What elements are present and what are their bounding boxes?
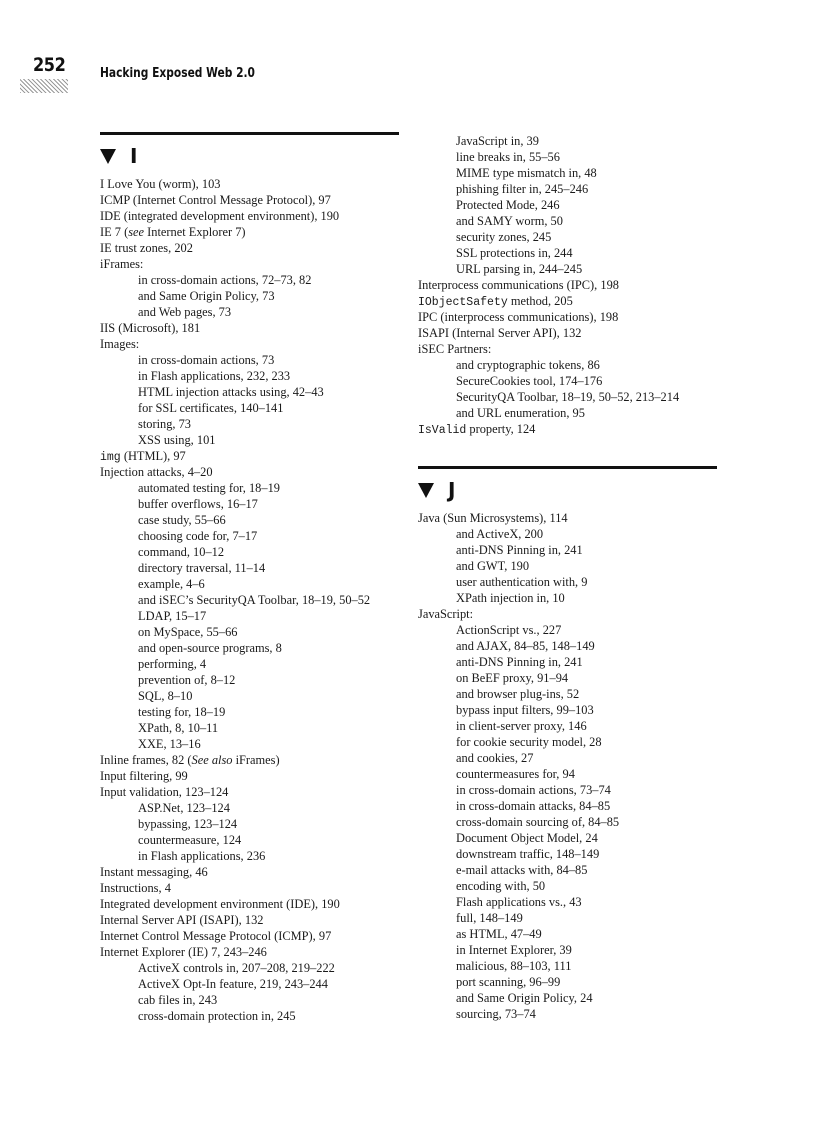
- triangle-marker-icon: [100, 149, 116, 164]
- index-subentry: Flash applications vs., 43: [456, 895, 582, 909]
- entry-text: Inline frames, 82 (: [100, 753, 192, 767]
- index-entry: IPC (interprocess communications), 198: [418, 310, 619, 324]
- index-subentry: ASP.Net, 123–124: [138, 801, 230, 815]
- index-subentry: in Flash applications, 232, 233: [138, 369, 291, 383]
- index-subentry: and cryptographic tokens, 86: [456, 358, 600, 372]
- index-subentry: prevention of, 8–12: [138, 673, 236, 687]
- entry-text: method, 205: [507, 294, 573, 308]
- index-subentry: in cross-domain actions, 73–74: [456, 783, 611, 797]
- index-subentry: ActiveX controls in, 207–208, 219–222: [138, 961, 335, 975]
- index-subentry: Document Object Model, 24: [456, 831, 598, 845]
- index-subentry: and browser plug-ins, 52: [456, 687, 580, 701]
- section-j-rule: [418, 466, 717, 469]
- index-subentry: JavaScript in, 39: [456, 134, 539, 148]
- index-subentry: encoding with, 50: [456, 879, 546, 893]
- index-entry: [100, 224, 370, 240]
- index-entry: Images:: [100, 337, 140, 351]
- index-subentry: phishing filter in, 245–246: [456, 182, 589, 196]
- code-term: IsValid: [418, 424, 467, 437]
- index-entry: IIS (Microsoft), 181: [100, 321, 201, 335]
- entry-text: property, 124: [466, 422, 536, 436]
- index-entry: iFrames:: [100, 257, 144, 271]
- index-subentry: ActiveX Opt-In feature, 219, 243–244: [138, 977, 328, 991]
- index-entry: [418, 421, 679, 437]
- index-subentry: HTML injection attacks using, 42–43: [138, 385, 324, 399]
- index-subentry: in cross-domain actions, 73: [138, 353, 275, 367]
- index-entry: iSEC Partners:: [418, 342, 492, 356]
- index-subentry: line breaks in, 55–56: [456, 150, 560, 164]
- index-subentry: testing for, 18–19: [138, 705, 226, 719]
- index-subentry: countermeasures for, 94: [456, 767, 575, 781]
- index-subentry: and Same Origin Policy, 73: [138, 289, 275, 303]
- code-term: img: [100, 451, 121, 464]
- index-subentry: and cookies, 27: [456, 751, 534, 765]
- index-entry: Internet Explorer (IE) 7, 243–246: [100, 945, 267, 959]
- index-entry: IE trust zones, 202: [100, 241, 193, 255]
- index-subentry: e-mail attacks with, 84–85: [456, 863, 588, 877]
- section-i-heading: [100, 146, 137, 166]
- index-subentry: SecurityQA Toolbar, 18–19, 50–52, 213–214: [456, 390, 680, 404]
- entry-text: iFrames): [232, 753, 280, 767]
- index-column-left: [100, 176, 370, 1024]
- index-subentry: example, 4–6: [138, 577, 205, 591]
- index-subentry: malicious, 88–103, 111: [456, 959, 572, 973]
- index-subentry: user authentication with, 9: [456, 575, 588, 589]
- index-subentry: in cross-domain actions, 72–73, 82: [138, 273, 312, 287]
- index-subentry: in client-server proxy, 146: [456, 719, 587, 733]
- index-entry: Input filtering, 99: [100, 769, 188, 783]
- entry-text: (HTML), 97: [120, 449, 186, 463]
- index-subentry: Protected Mode, 246: [456, 198, 560, 212]
- index-subentry: and AJAX, 84–85, 148–149: [456, 639, 595, 653]
- index-entry: Instructions, 4: [100, 881, 171, 895]
- index-subentry: performing, 4: [138, 657, 207, 671]
- index-subentry: choosing code for, 7–17: [138, 529, 258, 543]
- index-subentry: port scanning, 96–99: [456, 975, 561, 989]
- index-subentry: downstream traffic, 148–149: [456, 847, 600, 861]
- index-column-right-bottom: [418, 510, 619, 1022]
- index-subentry: LDAP, 15–17: [138, 609, 207, 623]
- index-subentry: command, 10–12: [138, 545, 225, 559]
- index-subentry: full, 148–149: [456, 911, 523, 925]
- index-subentry: in cross-domain attacks, 84–85: [456, 799, 611, 813]
- index-subentry: XPath, 8, 10–11: [138, 721, 219, 735]
- index-entry: ISAPI (Internal Server API), 132: [418, 326, 582, 340]
- index-subentry: bypass input filters, 99–103: [456, 703, 594, 717]
- section-letter: I: [130, 144, 138, 168]
- index-subentry: XXE, 13–16: [138, 737, 201, 751]
- section-j-heading: [418, 480, 455, 500]
- index-subentry: and ActiveX, 200: [456, 527, 544, 541]
- index-subentry: as HTML, 47–49: [456, 927, 542, 941]
- index-subentry: on BeEF proxy, 91–94: [456, 671, 569, 685]
- index-subentry: for cookie security model, 28: [456, 735, 602, 749]
- index-subentry: directory traversal, 11–14: [138, 561, 266, 575]
- index-subentry: for SSL certificates, 140–141: [138, 401, 284, 415]
- index-subentry: cab files in, 243: [138, 993, 218, 1007]
- index-subentry: anti-DNS Pinning in, 241: [456, 543, 583, 557]
- index-subentry: buffer overflows, 16–17: [138, 497, 258, 511]
- page-number: 252: [33, 54, 66, 76]
- index-subentry: SSL protections in, 244: [456, 246, 573, 260]
- triangle-marker-icon: [418, 483, 434, 498]
- index-entry: [100, 752, 370, 768]
- index-subentry: SQL, 8–10: [138, 689, 193, 703]
- index-subentry: case study, 55–66: [138, 513, 226, 527]
- index-subentry: automated testing for, 18–19: [138, 481, 280, 495]
- index-subentry: in Internet Explorer, 39: [456, 943, 572, 957]
- index-subentry: sourcing, 73–74: [456, 1007, 536, 1021]
- index-entry: ICMP (Internet Control Message Protocol), 97: [100, 193, 331, 207]
- index-subentry: ActionScript vs., 227: [456, 623, 562, 637]
- index-subentry: on MySpace, 55–66: [138, 625, 238, 639]
- index-subentry: and GWT, 190: [456, 559, 530, 573]
- cross-reference: see: [128, 225, 145, 239]
- index-entry: [100, 448, 370, 464]
- index-entry: JavaScript:: [418, 607, 474, 621]
- index-entry: Integrated development environment (IDE), 190: [100, 897, 340, 911]
- index-subentry: anti-DNS Pinning in, 241: [456, 655, 583, 669]
- cross-reference: See also: [191, 753, 233, 767]
- entry-text: IE 7 (: [100, 225, 129, 239]
- index-subentry: cross-domain protection in, 245: [138, 1009, 296, 1023]
- index-subentry: XSS using, 101: [138, 433, 216, 447]
- index-entry: [418, 293, 679, 309]
- index-entry: I Love You (worm), 103: [100, 177, 221, 191]
- index-entry: Internal Server API (ISAPI), 132: [100, 913, 264, 927]
- index-column-right-top: [418, 133, 679, 437]
- index-entry: Injection attacks, 4–20: [100, 465, 213, 479]
- page-number-decoration: [20, 79, 68, 93]
- index-entry: IDE (integrated development environment), 190: [100, 209, 340, 223]
- index-subentry: and open-source programs, 8: [138, 641, 282, 655]
- index-subentry: and iSEC’s SecurityQA Toolbar, 18–19, 50–52: [138, 593, 371, 607]
- running-head: Hacking Exposed Web 2.0: [100, 66, 255, 81]
- index-entry: Instant messaging, 46: [100, 865, 208, 879]
- index-subentry: in Flash applications, 236: [138, 849, 266, 863]
- index-entry: Input validation, 123–124: [100, 785, 229, 799]
- index-subentry: security zones, 245: [456, 230, 552, 244]
- entry-text: Internet Explorer 7): [144, 225, 246, 239]
- code-term: IObjectSafety: [418, 296, 508, 309]
- section-i-rule: [100, 132, 399, 135]
- index-subentry: and Web pages, 73: [138, 305, 232, 319]
- index-subentry: bypassing, 123–124: [138, 817, 238, 831]
- index-subentry: countermeasure, 124: [138, 833, 242, 847]
- index-subentry: and URL enumeration, 95: [456, 406, 585, 420]
- index-subentry: URL parsing in, 244–245: [456, 262, 583, 276]
- index-entry: Interprocess communications (IPC), 198: [418, 278, 619, 292]
- index-subentry: XPath injection in, 10: [456, 591, 565, 605]
- index-subentry: and Same Origin Policy, 24: [456, 991, 593, 1005]
- index-entry: Internet Control Message Protocol (ICMP), 97: [100, 929, 332, 943]
- section-letter: J: [448, 478, 456, 502]
- index-subentry: storing, 73: [138, 417, 192, 431]
- index-subentry: and SAMY worm, 50: [456, 214, 563, 228]
- index-entry: Java (Sun Microsystems), 114: [418, 511, 568, 525]
- index-subentry: SecureCookies tool, 174–176: [456, 374, 603, 388]
- index-subentry: MIME type mismatch in, 48: [456, 166, 597, 180]
- index-subentry: cross-domain sourcing of, 84–85: [456, 815, 620, 829]
